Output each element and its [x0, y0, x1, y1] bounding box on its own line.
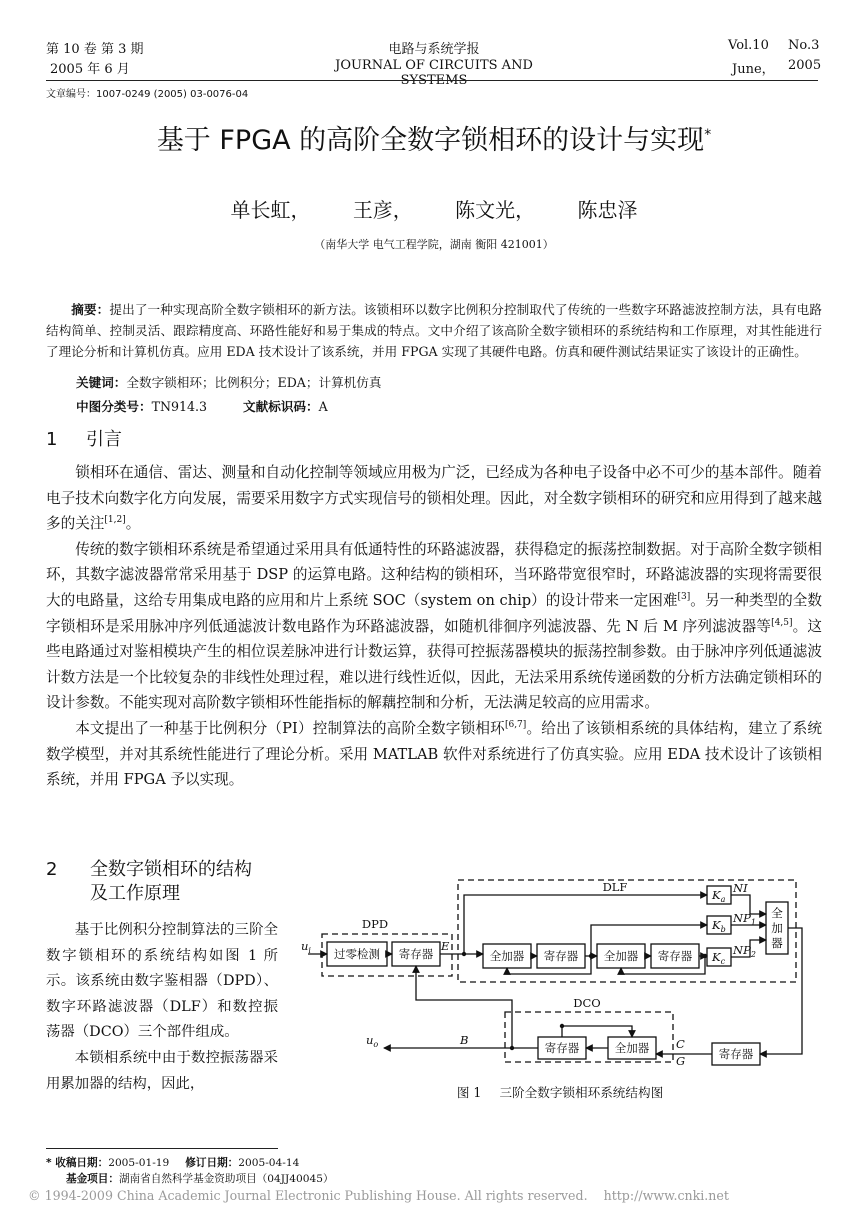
doc-code-value: A: [318, 399, 328, 414]
section-1-title: 引言: [86, 429, 122, 450]
ka-subscript: a: [720, 895, 726, 904]
dpd-label: DPD: [361, 917, 389, 931]
header-journal-en: JOURNAL OF CIRCUITS AND SYSTEMS: [335, 58, 533, 88]
svg-text:ui: [301, 939, 311, 955]
title-footnote-mark: *: [704, 127, 712, 143]
kb-subscript: b: [720, 925, 726, 934]
uo-label: u: [366, 1033, 374, 1047]
final-adder-label-2: 加: [771, 921, 783, 935]
author-3: 陈文光，: [455, 198, 536, 222]
final-adder-label-3: 器: [771, 936, 783, 950]
e-label: E: [441, 939, 450, 953]
copyright-notice: [28, 1188, 729, 1203]
zero-detect-label: 过零检测: [334, 947, 380, 961]
paragraph-text: 。另一种类型的全数字锁相环是采用脉冲序列低通滤波计数电路作为环路滤波器，如随机徘徊序列滤波器、先 N 后 M 序列滤波器等: [46, 591, 822, 635]
footnote-dates: [46, 1155, 299, 1170]
final-adder-label-1: 全: [771, 906, 783, 920]
paragraph-text: 。给出了该锁相系统的具体结构，建立了系统数学模型，并对其系统性能进行了理论分析。采用 MATLAB 软件对系统进行了仿真实验。应用 EDA 技术设计了该锁相系统，并用 FPGA 予以实现。: [46, 719, 822, 789]
copyright-url: http://www.cnki.net: [603, 1188, 729, 1203]
abstract-label: 摘要：: [71, 302, 110, 317]
received-date: 2005-01-19: [108, 1157, 170, 1169]
keywords-text: 全数字锁相环；比例积分；EDA；计算机仿真: [126, 375, 382, 390]
header-month-en: June，: [732, 62, 775, 77]
fund-label: 基金项目：: [66, 1173, 119, 1185]
paragraph-text: 。: [125, 515, 141, 533]
author-4: 陈忠泽: [577, 198, 638, 222]
np1-label: NP: [733, 911, 751, 925]
citation: [6,7]: [504, 720, 527, 731]
paragraph-text: 。这些电路通过对鉴相模块产生的相位误差脉冲进行计数运算，获得可控振荡器模块的振荡控制参数。由于脉冲序列低通滤波计数方法是一个比较复杂的非线性处理过程，难以进行线性近似，因此，无法采用系统传递函数的分析方法确定锁相环的设计参数。不能实现对高阶数字锁相环性能指标的解藕控制和分析，无法满足较高的应用需求。: [46, 617, 822, 712]
dco-label: DCO: [573, 996, 601, 1010]
doc-code-label: 文献标识码：: [243, 399, 319, 414]
article-id: 文章编号：1007-0249 (2005) 03-0076-04: [46, 89, 249, 100]
np2-subscript: 2: [750, 950, 756, 959]
figure-caption-number: 图 1: [456, 1085, 482, 1100]
kc-subscript: c: [720, 957, 726, 966]
header-rule: [46, 80, 818, 81]
paper-title-text: 基于 FPGA 的高阶全数字锁相环的设计与实现: [156, 125, 705, 156]
np2-label: NP: [733, 943, 751, 957]
paragraph-text: 传统的数字锁相环系统是希望通过采用具有低通特性的环路滤波器，获得稳定的振荡控制数据。对于高阶全数字锁相环，其数字滤波器常常采用基于 DSP 的运算电路。这种结构的锁相环，当环路带宽很窄时，环路滤波器的实现将需要很大的电路量，这给专用集成电路的应用和片上系统 SOC（system on chip）的设计带来一定困难: [46, 540, 822, 609]
revised-label: 修订日期：: [185, 1157, 239, 1169]
np1-subscript: 1: [750, 918, 756, 927]
affiliation: （南华大学 电气工程学院，湖南 衡阳 421001）: [314, 238, 554, 251]
header-volume: 第 10 卷 第 3 期: [46, 42, 144, 57]
b-label: B: [460, 1033, 469, 1047]
citation: [4,5]: [771, 617, 793, 628]
section-2-title-line2: 及工作原理: [90, 883, 180, 904]
clc-label: 中图分类号：: [76, 399, 152, 414]
dlf-adder2-label: 全加器: [603, 949, 639, 963]
ui-subscript: i: [308, 946, 311, 955]
keywords: [76, 372, 381, 391]
abstract: [46, 299, 822, 362]
paragraph: 本锁相系统中由于数控振荡器采用累加器的结构，因此，: [46, 1049, 278, 1092]
revised-date: 2005-04-14: [238, 1157, 300, 1169]
classification: [76, 396, 328, 415]
section-1-heading: [46, 425, 122, 451]
footnote-fund: [66, 1171, 334, 1186]
paragraph-text: 锁相环在通信、雷达、测量和自动化控制等领域应用极为广泛，已经成为各种电子设备中必不可少的基本部件。随着电子技术向数字化方向发展，需要采用数字方式实现信号的锁相处理。因此，对全数字锁相环的研究和应用得到了越来越多的关注: [46, 464, 822, 533]
figure-1-caption: [300, 1082, 820, 1101]
section-2-title-line1: 全数字锁相环的结构: [90, 859, 252, 880]
dlf-adder1-label: 全加器: [489, 949, 525, 963]
abstract-text: 提出了一种实现高阶全数字锁相环的新方法。该锁相环以数字比例积分控制取代了传统的一些数字环路滤波控制方法，具有电路结构简单、控制灵活、跟踪精度高、环路性能好和易于集成的特点。文中介绍了该高阶全数字锁相环的系统结构和工作原理，对其性能进行了理论分析和计算机仿真。应用 EDA 技术设计了该系统，并用 FPGA 实现了其硬件电路。仿真和硬件测试结果证实了该设计的正确性。: [46, 302, 823, 359]
author-2: 王彦，: [352, 198, 413, 222]
dlf-register1-label: 寄存器: [543, 949, 579, 963]
svg-text:Ka: [711, 888, 726, 904]
svg-text:Kc: [711, 950, 726, 966]
dco-adder-label: 全加器: [614, 1041, 650, 1055]
ka-symbol: K: [712, 888, 721, 902]
header-vol-en: Vol.10: [728, 38, 769, 53]
header-journal-cn: 电路与系统学报: [388, 42, 480, 57]
dco-register-label: 寄存器: [544, 1041, 580, 1055]
clc-value: TN914.3: [151, 399, 208, 414]
svg-text:NP2: [732, 943, 756, 959]
dpd-register-label: 寄存器: [398, 947, 434, 961]
header-date: 2005 年 6 月: [50, 62, 130, 77]
kb-symbol: K: [712, 918, 721, 932]
citation: [1,2]: [104, 515, 126, 526]
paragraph: [46, 716, 822, 793]
received-label: * 收稿日期：: [46, 1157, 109, 1169]
section-1-body: [46, 460, 822, 793]
header-year-en: 2005: [788, 58, 822, 73]
section-1-number: 1: [46, 429, 58, 450]
paper-title: [0, 118, 868, 157]
g-label: G: [676, 1054, 686, 1066]
figure-1-diagram: [300, 876, 820, 1066]
paragraph: [46, 460, 822, 537]
c-label: C: [676, 1037, 685, 1051]
ni-label: NI: [733, 881, 748, 895]
paragraph: 基于比例积分控制算法的三阶全数字锁相环的系统结构如图 1 所示。该系统由数字鉴相器（DPD）、数字环路滤波器（DLF）和数控振荡器（DCO）三个部件组成。: [46, 922, 278, 1041]
svg-text:Kb: [711, 918, 726, 934]
copyright-text: © 1994-2009 China Academic Journal Electronic Publishing House. All rights reserved.: [28, 1188, 588, 1203]
author-list: [0, 194, 868, 223]
citation: [3]: [677, 592, 691, 603]
section-2-number: 2: [46, 859, 58, 880]
dlf-label: DLF: [602, 880, 628, 894]
section-2-body: [46, 918, 278, 1097]
keywords-label: 关键词：: [76, 375, 127, 390]
figure-caption-text: 三阶全数字锁相环系统结构图: [499, 1085, 664, 1100]
svg-text:uo: [366, 1033, 378, 1049]
feedback-register-label: 寄存器: [718, 1047, 754, 1061]
section-2-heading: [46, 858, 252, 906]
header-no-en: No.3: [788, 38, 820, 53]
author-1: 单长虹，: [230, 198, 311, 222]
uo-subscript: o: [373, 1040, 379, 1049]
footnote-rule: [46, 1148, 278, 1149]
fund-text: 湖南省自然科学基金资助项目（04JJ40045）: [118, 1173, 334, 1185]
kc-symbol: K: [712, 950, 721, 964]
ui-label: u: [301, 939, 309, 953]
paragraph: [46, 537, 822, 716]
dlf-register2-label: 寄存器: [657, 949, 693, 963]
paragraph-text: 本文提出了一种基于比例积分（PI）控制算法的高阶全数字锁相环: [75, 719, 505, 737]
